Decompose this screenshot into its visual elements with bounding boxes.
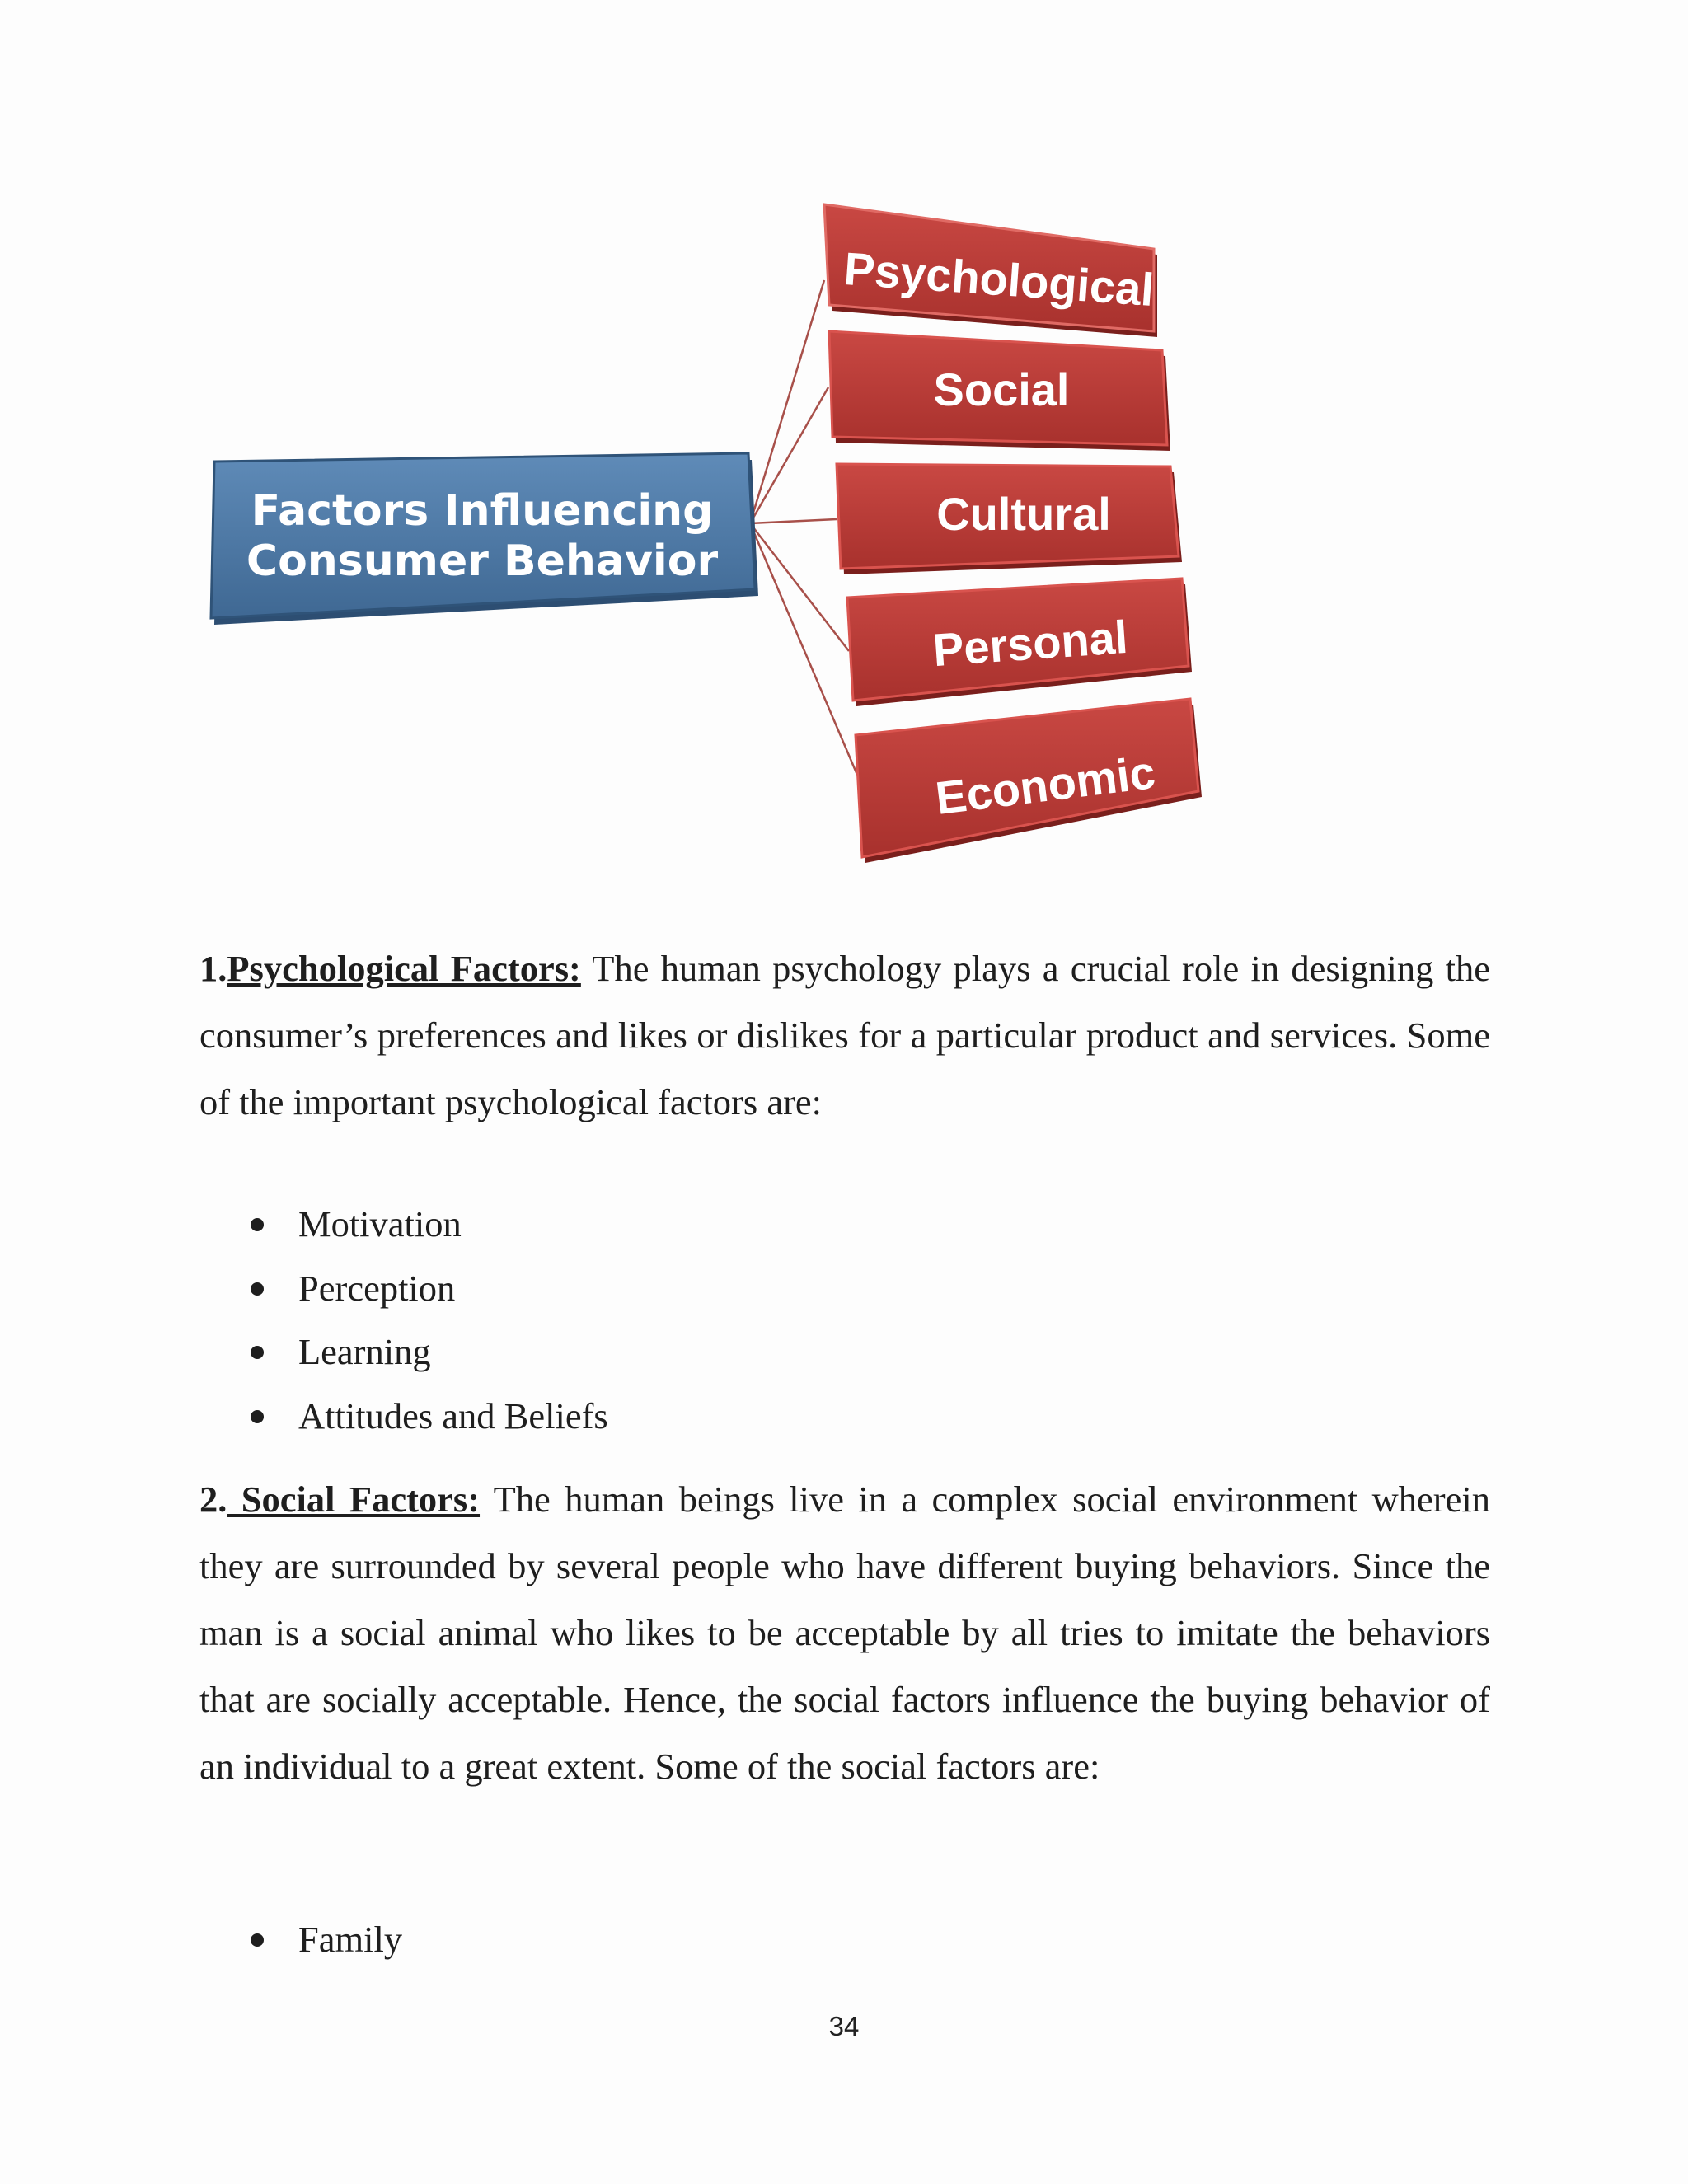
section-number: 1. bbox=[199, 948, 227, 989]
factor-label: Cultural bbox=[936, 488, 1111, 540]
section-heading: Social Factors: bbox=[227, 1479, 481, 1520]
list-item: Family bbox=[199, 1908, 402, 1972]
section-heading: Psychological Factors: bbox=[227, 948, 581, 989]
bullet-icon bbox=[251, 1282, 264, 1296]
section-psychological bbox=[199, 935, 1490, 1136]
factor-node-cultural bbox=[837, 464, 1182, 574]
factor-node-economic bbox=[856, 699, 1202, 863]
social-factors-list bbox=[199, 1908, 402, 1972]
list-item: Perception bbox=[199, 1257, 608, 1321]
list-item: Motivation bbox=[199, 1193, 608, 1257]
section-social bbox=[199, 1466, 1490, 1800]
section-body: The human psychology plays a crucial role in designing the consumer’s preferences and likes or dislikes for a particular product and services. Some of the important psychological factors are: bbox=[199, 948, 1490, 1122]
factor-label: Personal bbox=[931, 610, 1130, 677]
factor-label: Economic bbox=[932, 745, 1158, 825]
bullet-icon bbox=[251, 1933, 264, 1947]
section-number: 2. bbox=[199, 1479, 227, 1520]
section-body: The human beings live in a complex social environment wherein they are surrounded by several people who have different buying behaviors. Since the man is a social animal who likes to be acceptable by all tries to imitate the behaviors that are socially acceptable. Hence, the social factors influence the buying behavior of an individual to a great extent. Some of the social factors are: bbox=[199, 1479, 1490, 1787]
list-item: Learning bbox=[199, 1320, 608, 1385]
factor-node-social bbox=[829, 331, 1170, 451]
factor-node-personal bbox=[847, 579, 1192, 706]
center-node bbox=[211, 453, 758, 625]
bullet-icon bbox=[251, 1346, 264, 1359]
factor-node-psychological bbox=[824, 204, 1157, 337]
factor-label: Psychological bbox=[842, 241, 1156, 316]
bullet-icon bbox=[251, 1410, 264, 1423]
center-label-line-1: Factors Influencing bbox=[251, 486, 714, 536]
list-item: Attitudes and Beliefs bbox=[199, 1385, 608, 1449]
consumer-behavior-diagram bbox=[181, 181, 1253, 882]
page-number: 34 bbox=[828, 2011, 860, 2041]
psychological-factors-list bbox=[199, 1193, 608, 1448]
factor-label: Social bbox=[933, 363, 1070, 415]
center-label-line-2: Consumer Behavior bbox=[246, 537, 719, 586]
bullet-icon bbox=[251, 1218, 264, 1231]
